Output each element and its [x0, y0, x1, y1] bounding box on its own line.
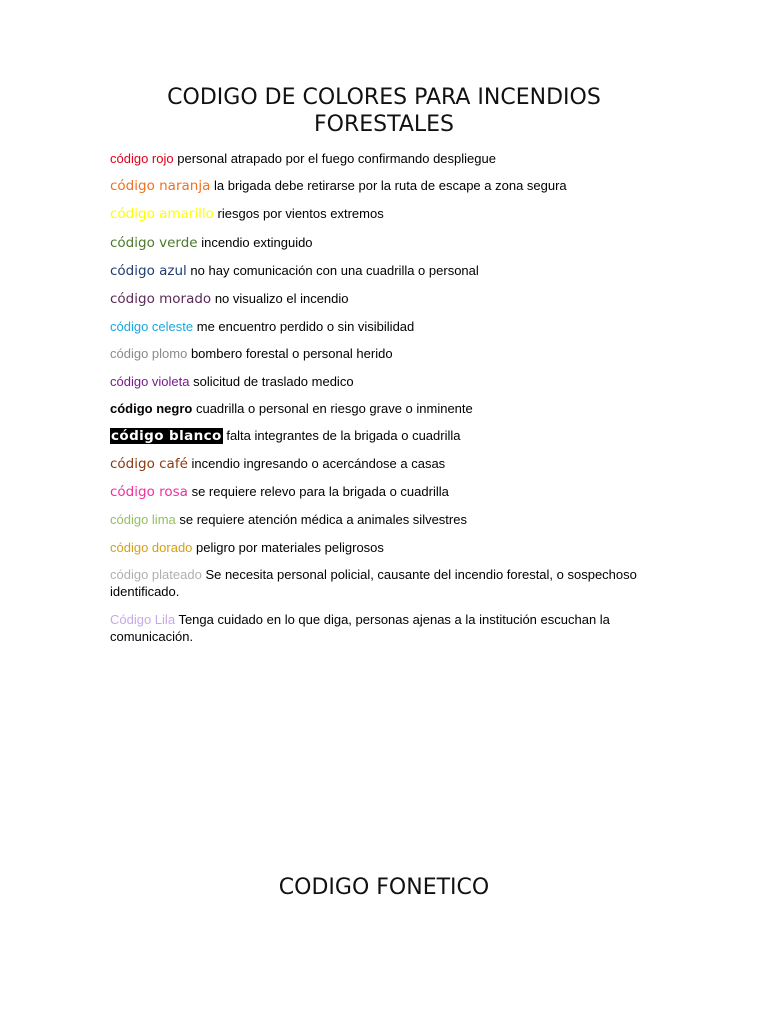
list-item — [110, 539, 650, 557]
color-code-list — [110, 150, 650, 655]
code-description: se requiere relevo para la brigada o cuadrilla — [191, 484, 449, 500]
code-name: código naranja — [110, 178, 211, 195]
code-name: código azul — [110, 262, 187, 279]
code-description: Tenga cuidado en lo que diga, personas ajenas a la institución escuchan la comunicación. — [110, 611, 610, 644]
section-title: CODIGO FONETICO — [278, 875, 490, 900]
list-item — [110, 205, 650, 224]
code-name: código amarillo — [110, 206, 214, 223]
code-name: código rosa — [110, 484, 188, 501]
code-name: código violeta — [110, 373, 190, 389]
code-description: se requiere atención médica a animales silvestres — [179, 512, 467, 528]
list-item — [110, 262, 650, 281]
list-item — [110, 483, 650, 502]
code-description: no hay comunicación con una cuadrilla o personal — [190, 262, 479, 278]
code-name: código café — [110, 456, 188, 473]
code-description: la brigada debe retirarse por la ruta de escape a zona segura — [213, 178, 567, 194]
code-name: código lima — [110, 512, 176, 528]
list-item — [110, 427, 650, 446]
code-description: Se necesita personal policial, causante del incendio forestal, o sospechoso identificado. — [110, 566, 637, 600]
code-description: personal atrapado por el fuego confirmando despliegue — [177, 151, 496, 166]
code-name: código morado — [110, 290, 212, 307]
list-item — [110, 566, 650, 601]
list-item — [110, 511, 650, 529]
list-item — [110, 234, 650, 253]
code-description: solicitud de traslado medico — [193, 373, 354, 389]
list-item — [110, 150, 650, 168]
code-description: incendio extinguido — [201, 234, 313, 250]
code-description: bombero forestal o personal herido — [190, 346, 393, 362]
code-description: peligro por materiales peligrosos — [196, 539, 384, 555]
list-item — [110, 345, 650, 363]
list-item — [110, 318, 650, 336]
code-name: Código Lila — [110, 611, 176, 627]
code-name: código plomo — [110, 346, 188, 362]
code-name: código blanco — [111, 427, 222, 444]
code-description: cuadrilla o personal en riesgo grave o inminente — [195, 400, 473, 416]
page-title: CODIGO DE COLORES PARA INCENDIOS FORESTALES — [167, 85, 601, 137]
code-name: código rojo — [110, 151, 174, 166]
code-description: falta integrantes de la brigada o cuadrilla — [226, 427, 461, 443]
code-description: incendio ingresando o acercándose a casas — [191, 456, 446, 472]
code-description: no visualizo el incendio — [214, 290, 349, 306]
code-description: me encuentro perdido o sin visibilidad — [196, 319, 415, 335]
list-item — [110, 455, 650, 474]
list-item — [110, 290, 650, 309]
list-item — [110, 373, 650, 391]
code-description: riesgos por vientos extremos — [217, 206, 384, 222]
list-item — [110, 177, 650, 196]
code-name: código negro — [110, 400, 193, 416]
code-name: código plateado — [110, 566, 202, 582]
code-name: código celeste — [110, 319, 194, 335]
code-name: código verde — [110, 234, 198, 251]
list-item — [110, 400, 650, 418]
list-item — [110, 611, 650, 646]
code-name: código dorado — [110, 539, 193, 555]
